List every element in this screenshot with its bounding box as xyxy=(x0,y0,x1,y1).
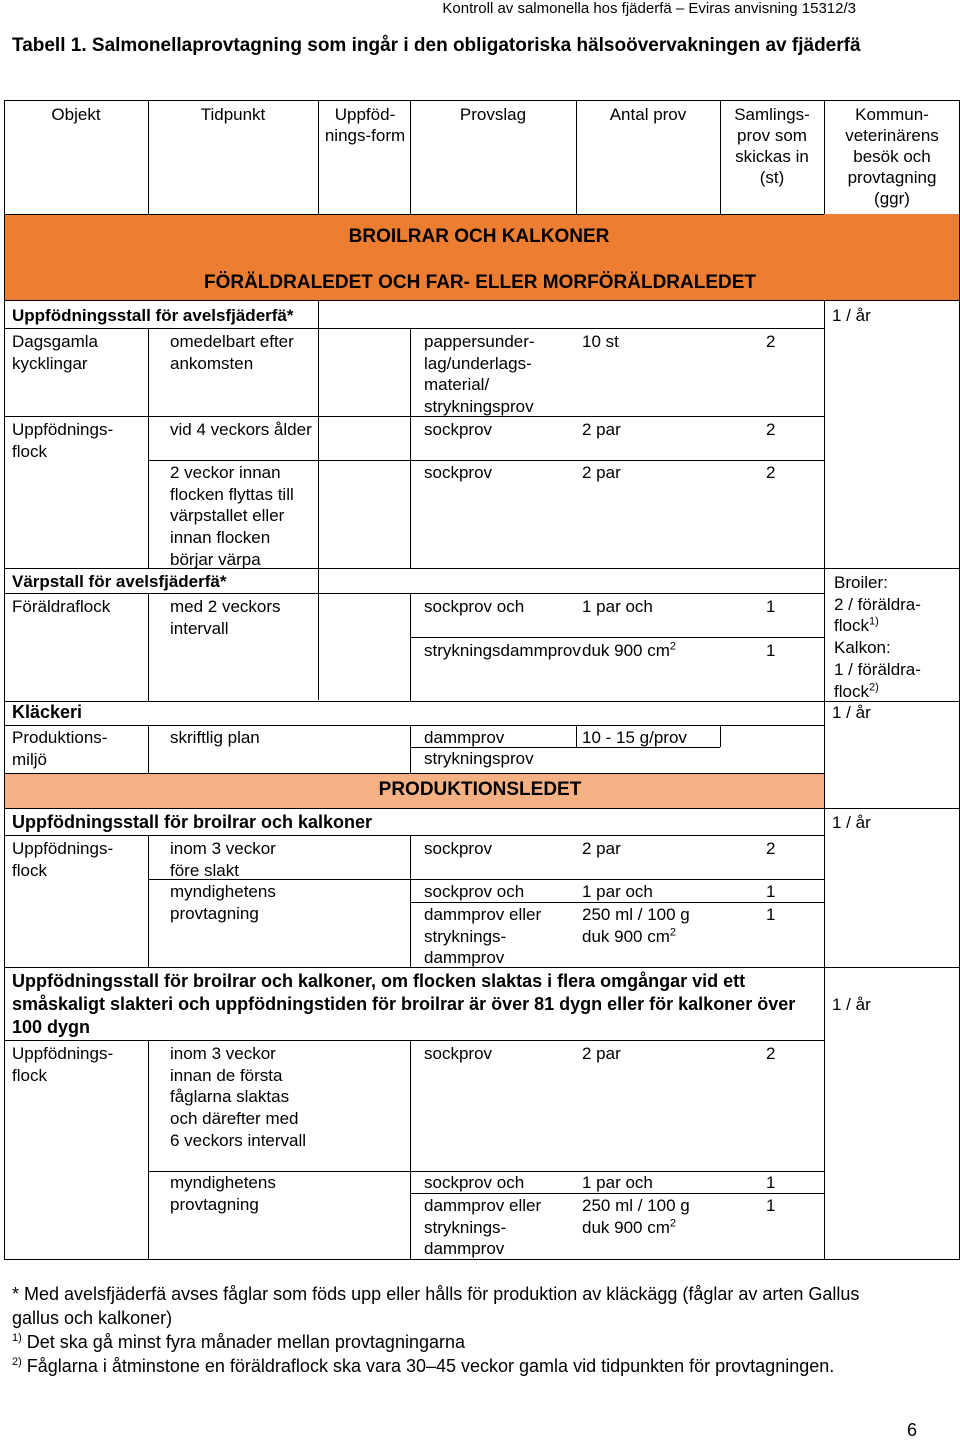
antal-cell: 250 ml / 100 g duk 900 $cm^2$ xyxy=(582,1196,690,1237)
tidpunkt-cell: inom 3 veckor innan de första fåglarna slaktas och därefter med 6 veckors intervall xyxy=(170,1044,307,1150)
page-number: 6 xyxy=(907,1420,918,1440)
col-uppfodningsform: Uppföd-nings-form xyxy=(324,105,406,145)
section-foraldraledet: FÖRÄLDRALEDET OCH FAR- ELLER MORFÖRÄLDRALEDET xyxy=(203,272,757,293)
tidpunkt-cell: med 2 veckors intervall xyxy=(170,597,281,638)
tidpunkt-cell: 2 veckor innan flocken flyttas till värpstallet eller innan flocken börjar värpa xyxy=(170,463,294,569)
footnote-2: $^{2)}$ Fåglarna i åtminstone en föräldraflock ska vara 30–45 veckor gamla vid tidpunkten för provtagningen. xyxy=(12,1356,835,1376)
visits-value: 1 / år xyxy=(832,306,871,325)
col-provslag: Provslag xyxy=(459,105,527,124)
antal-cell: 1 par och xyxy=(582,1173,653,1192)
samlingsprov-cell: 1 xyxy=(766,1173,776,1192)
section-produktionsledet: PRODUKTIONSLEDET xyxy=(378,779,582,800)
visits-value: 1 / år xyxy=(832,995,871,1014)
samlingsprov-cell: 2 xyxy=(766,839,776,858)
col-tidpunkt: Tidpunkt xyxy=(200,105,266,124)
provslag-cell: sockprov och xyxy=(424,1173,525,1192)
tidpunkt-cell: inom 3 veckor före slakt xyxy=(170,839,276,880)
col-objekt: Objekt xyxy=(51,105,101,124)
tidpunkt-cell: vid 4 veckors ålder xyxy=(170,420,312,439)
samlingsprov-cell: 1 xyxy=(766,882,776,901)
objekt-cell: Produktions-miljö xyxy=(12,728,108,769)
visits-value: 1 / år xyxy=(832,813,871,832)
tidpunkt-cell: myndighetens provtagning xyxy=(170,1173,276,1214)
antal-cell: duk 900 $cm^2$ xyxy=(582,640,677,660)
antal-cell: 2 par xyxy=(582,839,621,858)
page-header: Kontroll av salmonella hos fjäderfä – Eviras anvisning 15312/3 xyxy=(442,0,856,17)
objekt-cell: Uppfödnings-flock xyxy=(12,1044,114,1085)
tidpunkt-cell: skriftlig plan xyxy=(170,728,260,747)
tidpunkt-cell: omedelbart efter ankomsten xyxy=(170,332,294,373)
provslag-cell: strykningsdammprov xyxy=(424,641,581,660)
objekt-cell: Dagsgamla kycklingar xyxy=(12,332,98,373)
samlingsprov-cell: 2 xyxy=(766,1044,776,1063)
samlingsprov-cell: 2 xyxy=(766,463,776,482)
tidpunkt-cell: myndighetens provtagning xyxy=(170,882,276,923)
footnote-1: $^{1)}$ Det ska gå minst fyra månader mellan provtagningarna xyxy=(12,1332,466,1352)
provslag-cell: pappersunder-lag/underlags-material/ strykningsprov xyxy=(424,332,535,417)
provslag-cell: sockprov och xyxy=(424,882,525,901)
provslag-cell: sockprov xyxy=(424,1044,493,1063)
objekt-cell: Föräldraflock xyxy=(12,597,111,616)
antal-cell: 1 par och xyxy=(582,597,653,616)
samlingsprov-cell: 1 xyxy=(766,1196,776,1215)
antal-cell: 10 st xyxy=(582,332,619,351)
provslag-cell: sockprov xyxy=(424,463,493,482)
visits-value: 1 / år xyxy=(832,703,871,722)
antal-cell: 10 - 15 g/prov xyxy=(582,728,687,747)
antal-cell: 2 par xyxy=(582,463,621,482)
visits-broiler-kalkon: Broiler: 2 / föräldra-flock$^{1)}$ Kalkon: 1 / föräldra-flock$^{2)}$ xyxy=(834,573,921,701)
provslag-cell: sockprov xyxy=(424,839,493,858)
antal-cell: 2 par xyxy=(582,1044,621,1063)
provslag-cell: dammprov eller stryknings-dammprov xyxy=(424,905,542,968)
provslag-cell: dammprov eller stryknings-dammprov xyxy=(424,1196,542,1259)
group-heading: Uppfödningsstall för avelsfjäderfä* xyxy=(12,306,294,325)
samlingsprov-cell: 1 xyxy=(766,905,776,924)
antal-cell: 1 par och xyxy=(582,882,653,901)
samlingsprov-cell: 1 xyxy=(766,597,776,616)
group-heading: Uppfödningsstall för broilrar och kalkoner xyxy=(12,812,373,832)
footnote-asterisk: * Med avelsfjäderfä avses fåglar som föds upp eller hålls för produktion av kläckägg (fåglar av arten Gallus gallus och kalkoner) xyxy=(12,1284,860,1328)
objekt-cell: Uppfödnings-flock xyxy=(12,839,114,880)
antal-cell: 250 ml / 100 g duk 900 $cm^2$ xyxy=(582,905,690,946)
provslag-cell: sockprov och xyxy=(424,597,525,616)
group-heading: Kläckeri xyxy=(12,702,83,722)
col-kommunveterinar: Kommun-veterinärens besök och provtagning (ggr) xyxy=(845,105,939,208)
antal-cell: 2 par xyxy=(582,420,621,439)
provslag-cell: sockprov xyxy=(424,420,493,439)
provslag-cell: strykningsprov xyxy=(424,749,534,768)
col-samlingsprov: Samlings-prov som skickas in (st) xyxy=(734,105,810,187)
group-heading: Uppfödningsstall för broilrar och kalkoner, om flocken slaktas i flera omgångar vid ett småskaligt slakteri och uppfödningstiden för broilrar är över 81 dygn eller för kalkoner över 100 dygn xyxy=(12,971,796,1037)
col-antal-prov: Antal prov xyxy=(609,105,687,124)
samlingsprov-cell: 1 xyxy=(766,641,776,660)
group-heading: Värpstall för avelsfjäderfä* xyxy=(12,572,227,591)
section-broilrar: BROILRAR OCH KALKONER xyxy=(348,226,610,247)
samlingsprov-cell: 2 xyxy=(766,420,776,439)
provslag-cell: dammprov xyxy=(424,728,505,747)
objekt-cell: Uppfödnings-flock xyxy=(12,420,114,461)
samlingsprov-cell: 2 xyxy=(766,332,776,351)
table-title: Tabell 1. Salmonellaprovtagning som ingår i den obligatoriska hälsoövervakningen av fjäderfä xyxy=(12,35,861,56)
